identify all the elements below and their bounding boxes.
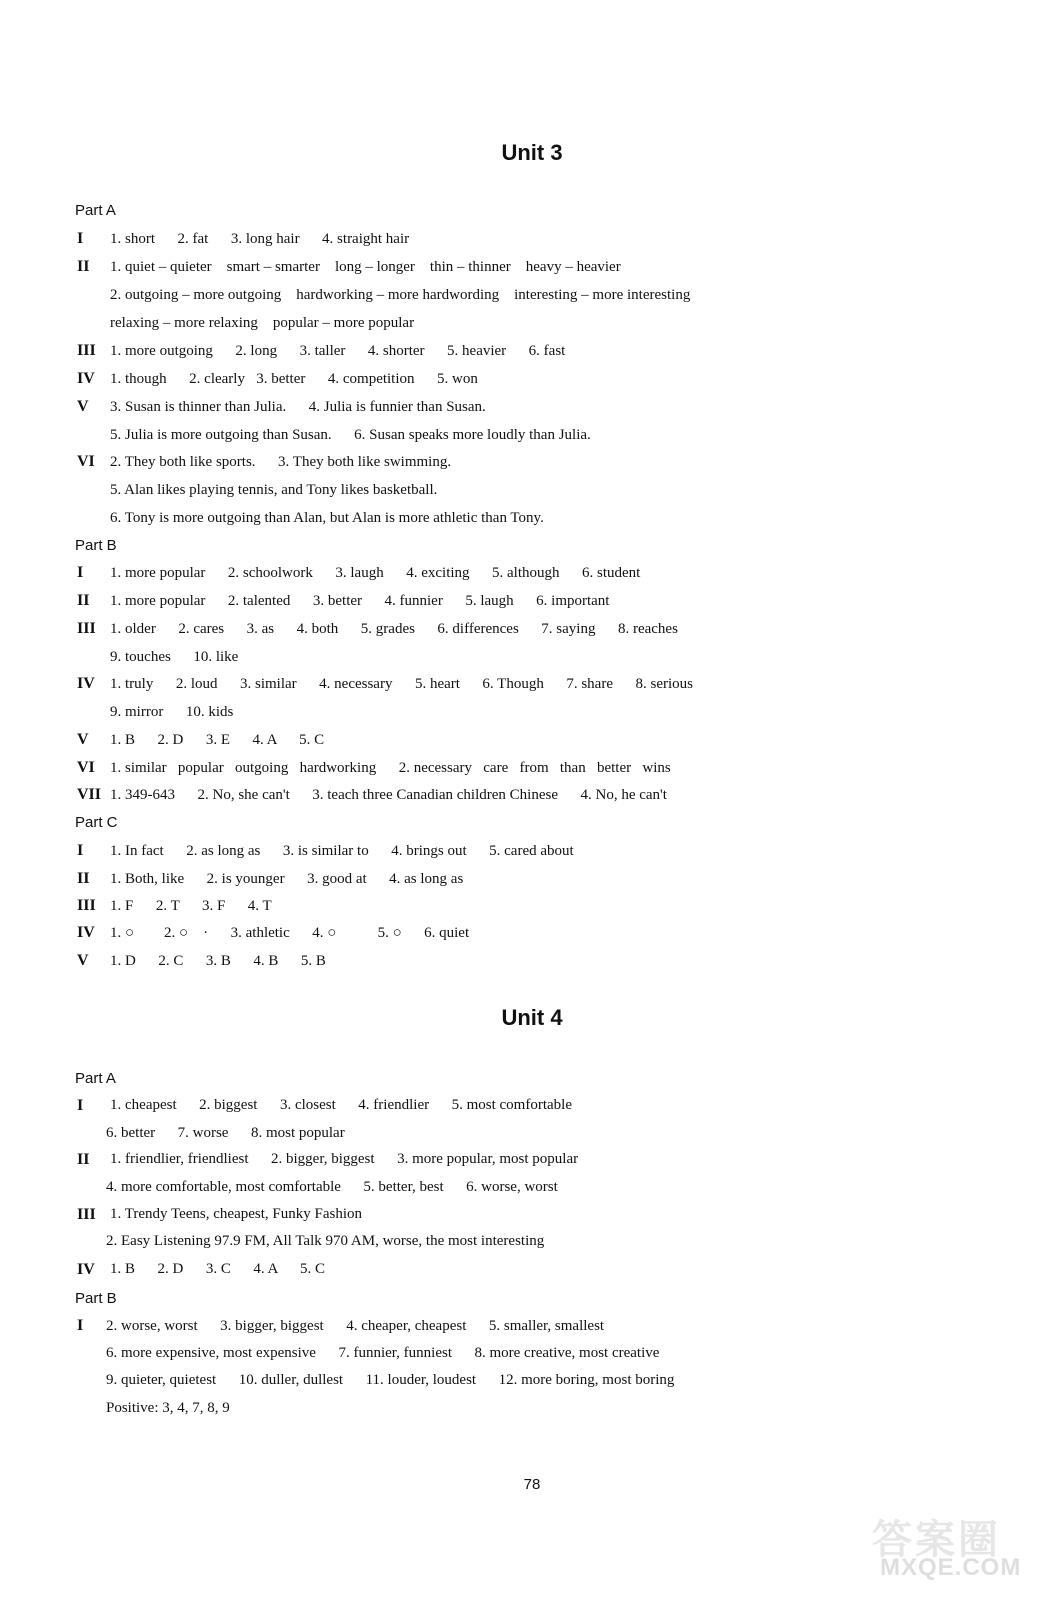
item-number: II (77, 1151, 90, 1168)
item-number: I (77, 842, 84, 859)
answer-line: 1. 349-643 2. No, she can't 3. teach three Canadian children Chinese 4. No, he can't (110, 787, 667, 803)
item-number: I (77, 564, 84, 581)
answer-line: 1. friendlier, friendliest 2. bigger, biggest 3. more popular, most popular (110, 1151, 579, 1167)
answer-line: 6. better 7. worse 8. most popular (106, 1125, 345, 1141)
answer-line: 1. Both, like 2. is younger 3. good at 4. as long as (110, 871, 464, 887)
item-number: III (77, 1206, 96, 1223)
answer-line: 1. more popular 2. schoolwork 3. laugh 4. exciting 5. although 6. student (110, 565, 641, 581)
answer-line: 4. more comfortable, most comfortable 5. better, best 6. worse, worst (106, 1179, 558, 1195)
answer-line: 9. mirror 10. kids (110, 704, 234, 720)
item-number: IV (77, 370, 95, 387)
watermark-top-text: 答案圈 (872, 1518, 1001, 1562)
item-number: VI (77, 453, 95, 470)
item-number: IV (77, 675, 95, 692)
unit4-part-b-heading: Part B (75, 1290, 117, 1307)
item-number: III (77, 342, 96, 359)
answer-line: 2. Easy Listening 97.9 FM, All Talk 970 AM, worse, the most interesting (106, 1233, 545, 1249)
item-number: III (77, 620, 96, 637)
unit3-part-a-heading: Part A (75, 202, 116, 219)
item-number: III (77, 897, 96, 914)
watermark-url-text: MXQE.COM (880, 1554, 1022, 1581)
answer-line: 5. Alan likes playing tennis, and Tony likes basketball. (110, 482, 438, 498)
answer-line: 3. Susan is thinner than Julia. 4. Julia is funnier than Susan. (110, 399, 486, 415)
item-number: V (77, 731, 89, 748)
unit3-part-b-heading: Part B (75, 537, 117, 554)
answer-line: 1. ○ 2. ○ · 3. athletic 4. ○ 5. ○ 6. quiet (110, 925, 470, 941)
item-number: IV (77, 924, 95, 941)
answer-line: 1. truly 2. loud 3. similar 4. necessary 5. heart 6. Though 7. share 8. serious (110, 676, 693, 692)
unit3-part-c-heading: Part C (75, 814, 118, 831)
answer-line: 2. outgoing – more outgoing hardworking – more hardwording interesting – more interesting (110, 287, 691, 303)
answer-line: 1. cheapest 2. biggest 3. closest 4. friendlier 5. most comfortable (110, 1097, 572, 1113)
unit-4-title: Unit 4 (501, 1005, 563, 1030)
answer-line: 1. In fact 2. as long as 3. is similar to 4. brings out 5. cared about (110, 843, 574, 859)
answer-line: 1. similar popular outgoing hardworking 2. necessary care from than better wins (110, 760, 671, 776)
answer-line: 1. Trendy Teens, cheapest, Funky Fashion (110, 1206, 362, 1222)
item-number: II (77, 592, 90, 609)
answer-line: 1. quiet – quieter smart – smarter long – longer thin – thinner heavy – heavier (110, 259, 621, 275)
answer-line: 1. B 2. D 3. E 4. A 5. C (110, 732, 325, 748)
answer-line: 1. B 2. D 3. C 4. A 5. C (110, 1261, 326, 1277)
answer-line: 1. more popular 2. talented 3. better 4. funnier 5. laugh 6. important (110, 593, 610, 609)
answer-line: 1. though 2. clearly 3. better 4. competition 5. won (110, 371, 478, 387)
answer-line: 6. Tony is more outgoing than Alan, but Alan is more athletic than Tony. (110, 510, 544, 526)
item-number: VI (77, 759, 95, 776)
answer-line: 1. D 2. C 3. B 4. B 5. B (110, 953, 326, 969)
answer-line: 2. They both like sports. 3. They both like swimming. (110, 454, 452, 470)
answer-line: 9. touches 10. like (110, 649, 239, 665)
unit4-part-a-heading: Part A (75, 1070, 116, 1087)
item-number: V (77, 398, 89, 415)
answer-line: 2. worse, worst 3. bigger, biggest 4. cheaper, cheapest 5. smaller, smallest (106, 1318, 605, 1334)
page-number: 78 (523, 1476, 541, 1493)
answer-line: 1. older 2. cares 3. as 4. both 5. grades 6. differences 7. saying 8. reaches (110, 621, 678, 637)
answer-line: 6. more expensive, most expensive 7. funnier, funniest 8. more creative, most creative (106, 1345, 660, 1361)
watermark-logo (872, 1508, 1052, 1590)
answer-line: relaxing – more relaxing popular – more popular (110, 315, 415, 331)
item-number: V (77, 952, 89, 969)
item-number: IV (77, 1261, 95, 1278)
answer-line: 1. more outgoing 2. long 3. taller 4. shorter 5. heavier 6. fast (110, 343, 566, 359)
answer-line: Positive: 3, 4, 7, 8, 9 (106, 1400, 230, 1416)
unit-3-title: Unit 3 (501, 140, 563, 165)
item-number: II (77, 258, 90, 275)
answer-line: 1. short 2. fat 3. long hair 4. straight hair (110, 231, 410, 247)
answer-line: 9. quieter, quietest 10. duller, dullest 11. louder, loudest 12. more boring, most boring (106, 1372, 675, 1388)
item-number: II (77, 870, 90, 887)
item-number: I (77, 1317, 84, 1334)
item-number: VII (77, 786, 102, 803)
answer-line: 5. Julia is more outgoing than Susan. 6. Susan speaks more loudly than Julia. (110, 427, 591, 443)
answer-line: 1. F 2. T 3. F 4. T (110, 898, 272, 914)
item-number: I (77, 230, 84, 247)
item-number: I (77, 1097, 84, 1114)
